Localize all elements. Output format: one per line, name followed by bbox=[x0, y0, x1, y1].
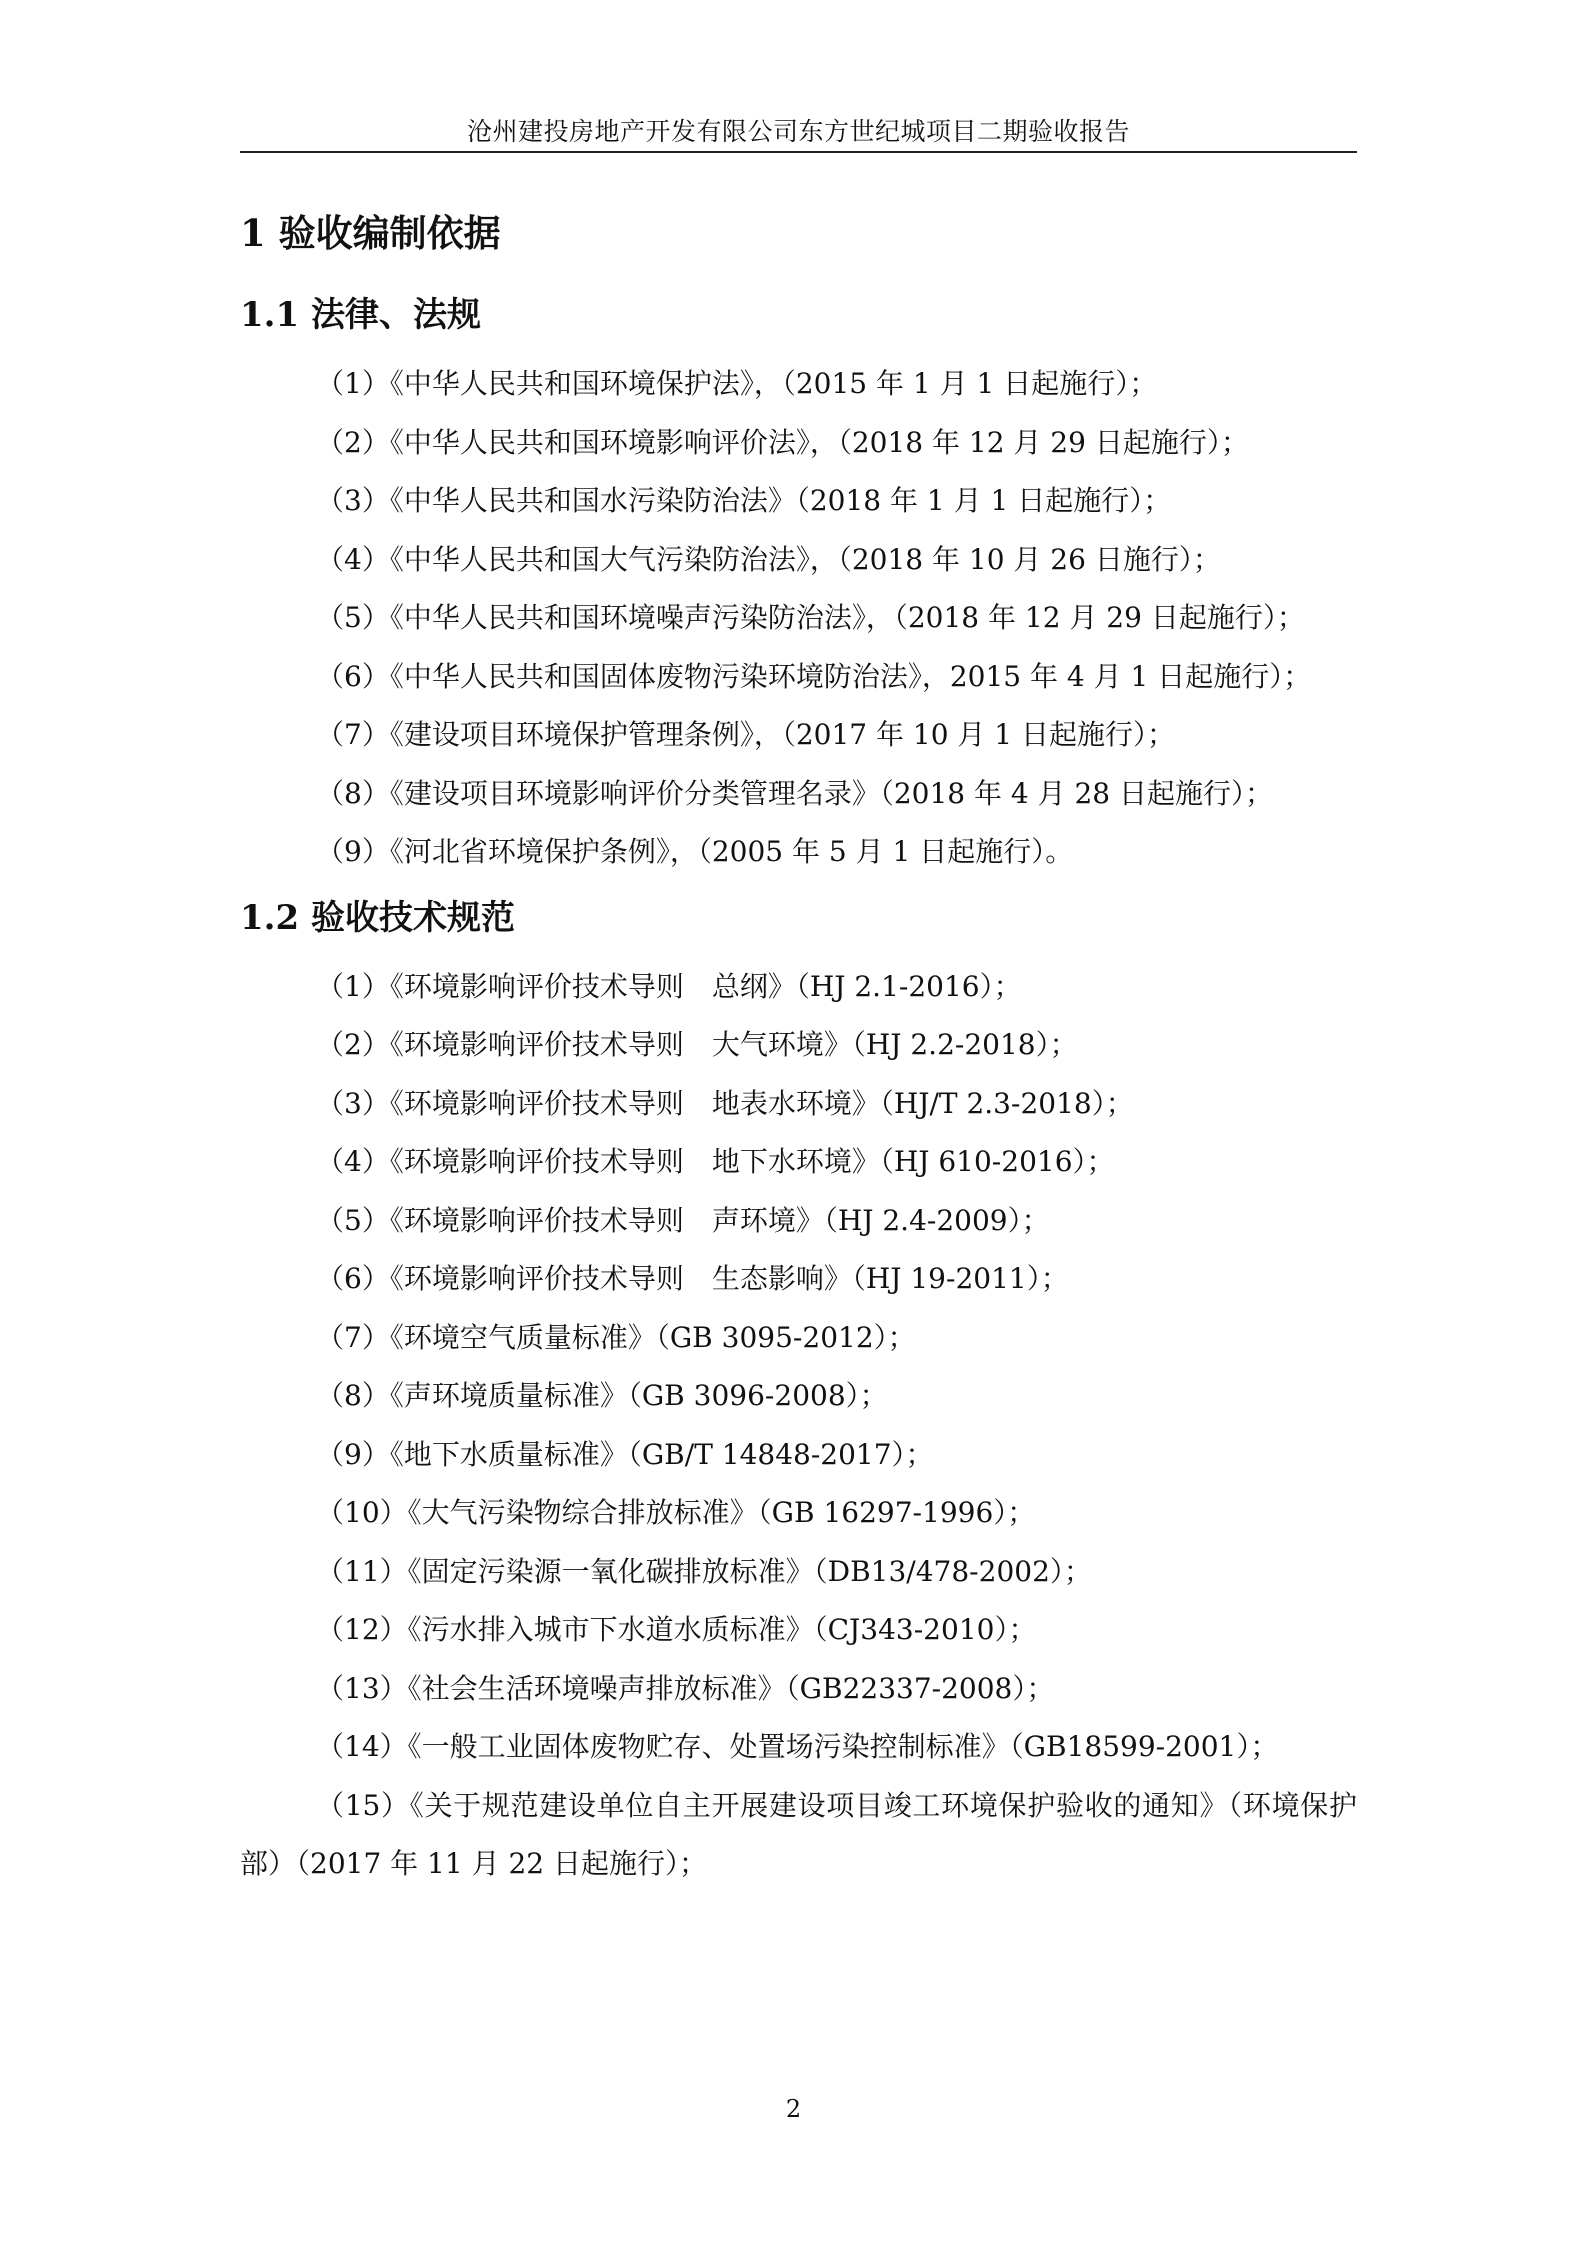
list-item: （2）《中华人民共和国环境影响评价法》，（2018 年 12 月 29 日起施行）； bbox=[316, 425, 1249, 459]
list-item: （7）《环境空气质量标准》（GB 3095-2012）； bbox=[316, 1320, 916, 1354]
list-item: （3）《环境影响评价技术导则 地表水环境》（HJ/T 2.3-2018）； bbox=[316, 1086, 1134, 1120]
list-item: （2）《环境影响评价技术导则 大气环境》（HJ 2.2-2018）； bbox=[316, 1028, 1078, 1061]
list-item: （1）《中华人民共和国环境保护法》，（2015 年 1 月 1 日起施行）； bbox=[316, 367, 1158, 400]
list-item: （14）《一般工业固体废物贮存、处置场污染控制标准》（GB18599-2001）； bbox=[316, 1730, 1279, 1763]
technical-specs-list bbox=[240, 958, 1357, 1894]
list-item: （10）《大气污染物综合排放标准》（GB 16297-1996）； bbox=[316, 1496, 1036, 1529]
page-header: 沧州建投房地产开发有限公司东方世纪城项目二期验收报告 bbox=[466, 117, 1130, 146]
section-title-technical-specs: 1.2 验收技术规范 bbox=[240, 897, 515, 938]
list-item: （12）《污水排入城市下水道水质标准》（CJ343-2010）； bbox=[316, 1613, 1037, 1646]
list-item: （8）《声环境质量标准》（GB 3096-2008）； bbox=[316, 1379, 888, 1412]
list-item: （6）《环境影响评价技术导则 生态影响》（HJ 19-2011）； bbox=[316, 1262, 1069, 1295]
section-title-laws: 1.1 法律、法规 bbox=[240, 295, 481, 335]
list-item: （5）《环境影响评价技术导则 声环境》（HJ 2.4-2009）； bbox=[316, 1203, 1050, 1237]
list-item: （7）《建设项目环境保护管理条例》，（2017 年 10 月 1 日起施行）； bbox=[316, 718, 1176, 751]
list-item: （9）《地下水质量标准》（GB/T 14848-2017）； bbox=[316, 1437, 934, 1471]
list-item: （6）《中华人民共和国固体废物污染环境防治法》，2015 年 4 月 1 日起施行）； bbox=[316, 659, 1312, 693]
chapter-title: 1 验收编制依据 bbox=[240, 211, 501, 255]
list-item: （15）《关于规范建设单位自主开展建设项目竣工环境保护验收的通知》（环境保护部）（2017 年 11 月 22 日起施行）； bbox=[240, 1788, 1357, 1880]
list-item: （1）《环境影响评价技术导则 总纲》（HJ 2.1-2016）； bbox=[316, 969, 1022, 1003]
list-item: （4）《中华人民共和国大气污染防治法》，（2018 年 10 月 26 日施行）； bbox=[316, 542, 1221, 576]
list-item: （8）《建设项目环境影响评价分类管理名录》（2018 年 4 月 28 日起施行）； bbox=[316, 776, 1274, 810]
page-number: 2 bbox=[785, 2095, 802, 2123]
header-divider bbox=[240, 151, 1357, 153]
list-item: （11）《固定污染源一氧化碳排放标准》（DB13/478-2002）； bbox=[316, 1554, 1092, 1588]
list-item: （5）《中华人民共和国环境噪声污染防治法》，（2018 年 12 月 29 日起施行）； bbox=[316, 601, 1305, 634]
list-item: （4）《环境影响评价技术导则 地下水环境》（HJ 610-2016）； bbox=[316, 1145, 1115, 1178]
laws-list bbox=[240, 355, 1357, 882]
list-item: （13）《社会生活环境噪声排放标准》（GB22337-2008）； bbox=[316, 1671, 1055, 1705]
list-item: （9）《河北省环境保护条例》，（2005 年 5 月 1 日起施行）。 bbox=[316, 835, 1074, 868]
document-body bbox=[240, 203, 1357, 1894]
list-item: （3）《中华人民共和国水污染防治法》（2018 年 1 月 1 日起施行）； bbox=[316, 484, 1172, 517]
